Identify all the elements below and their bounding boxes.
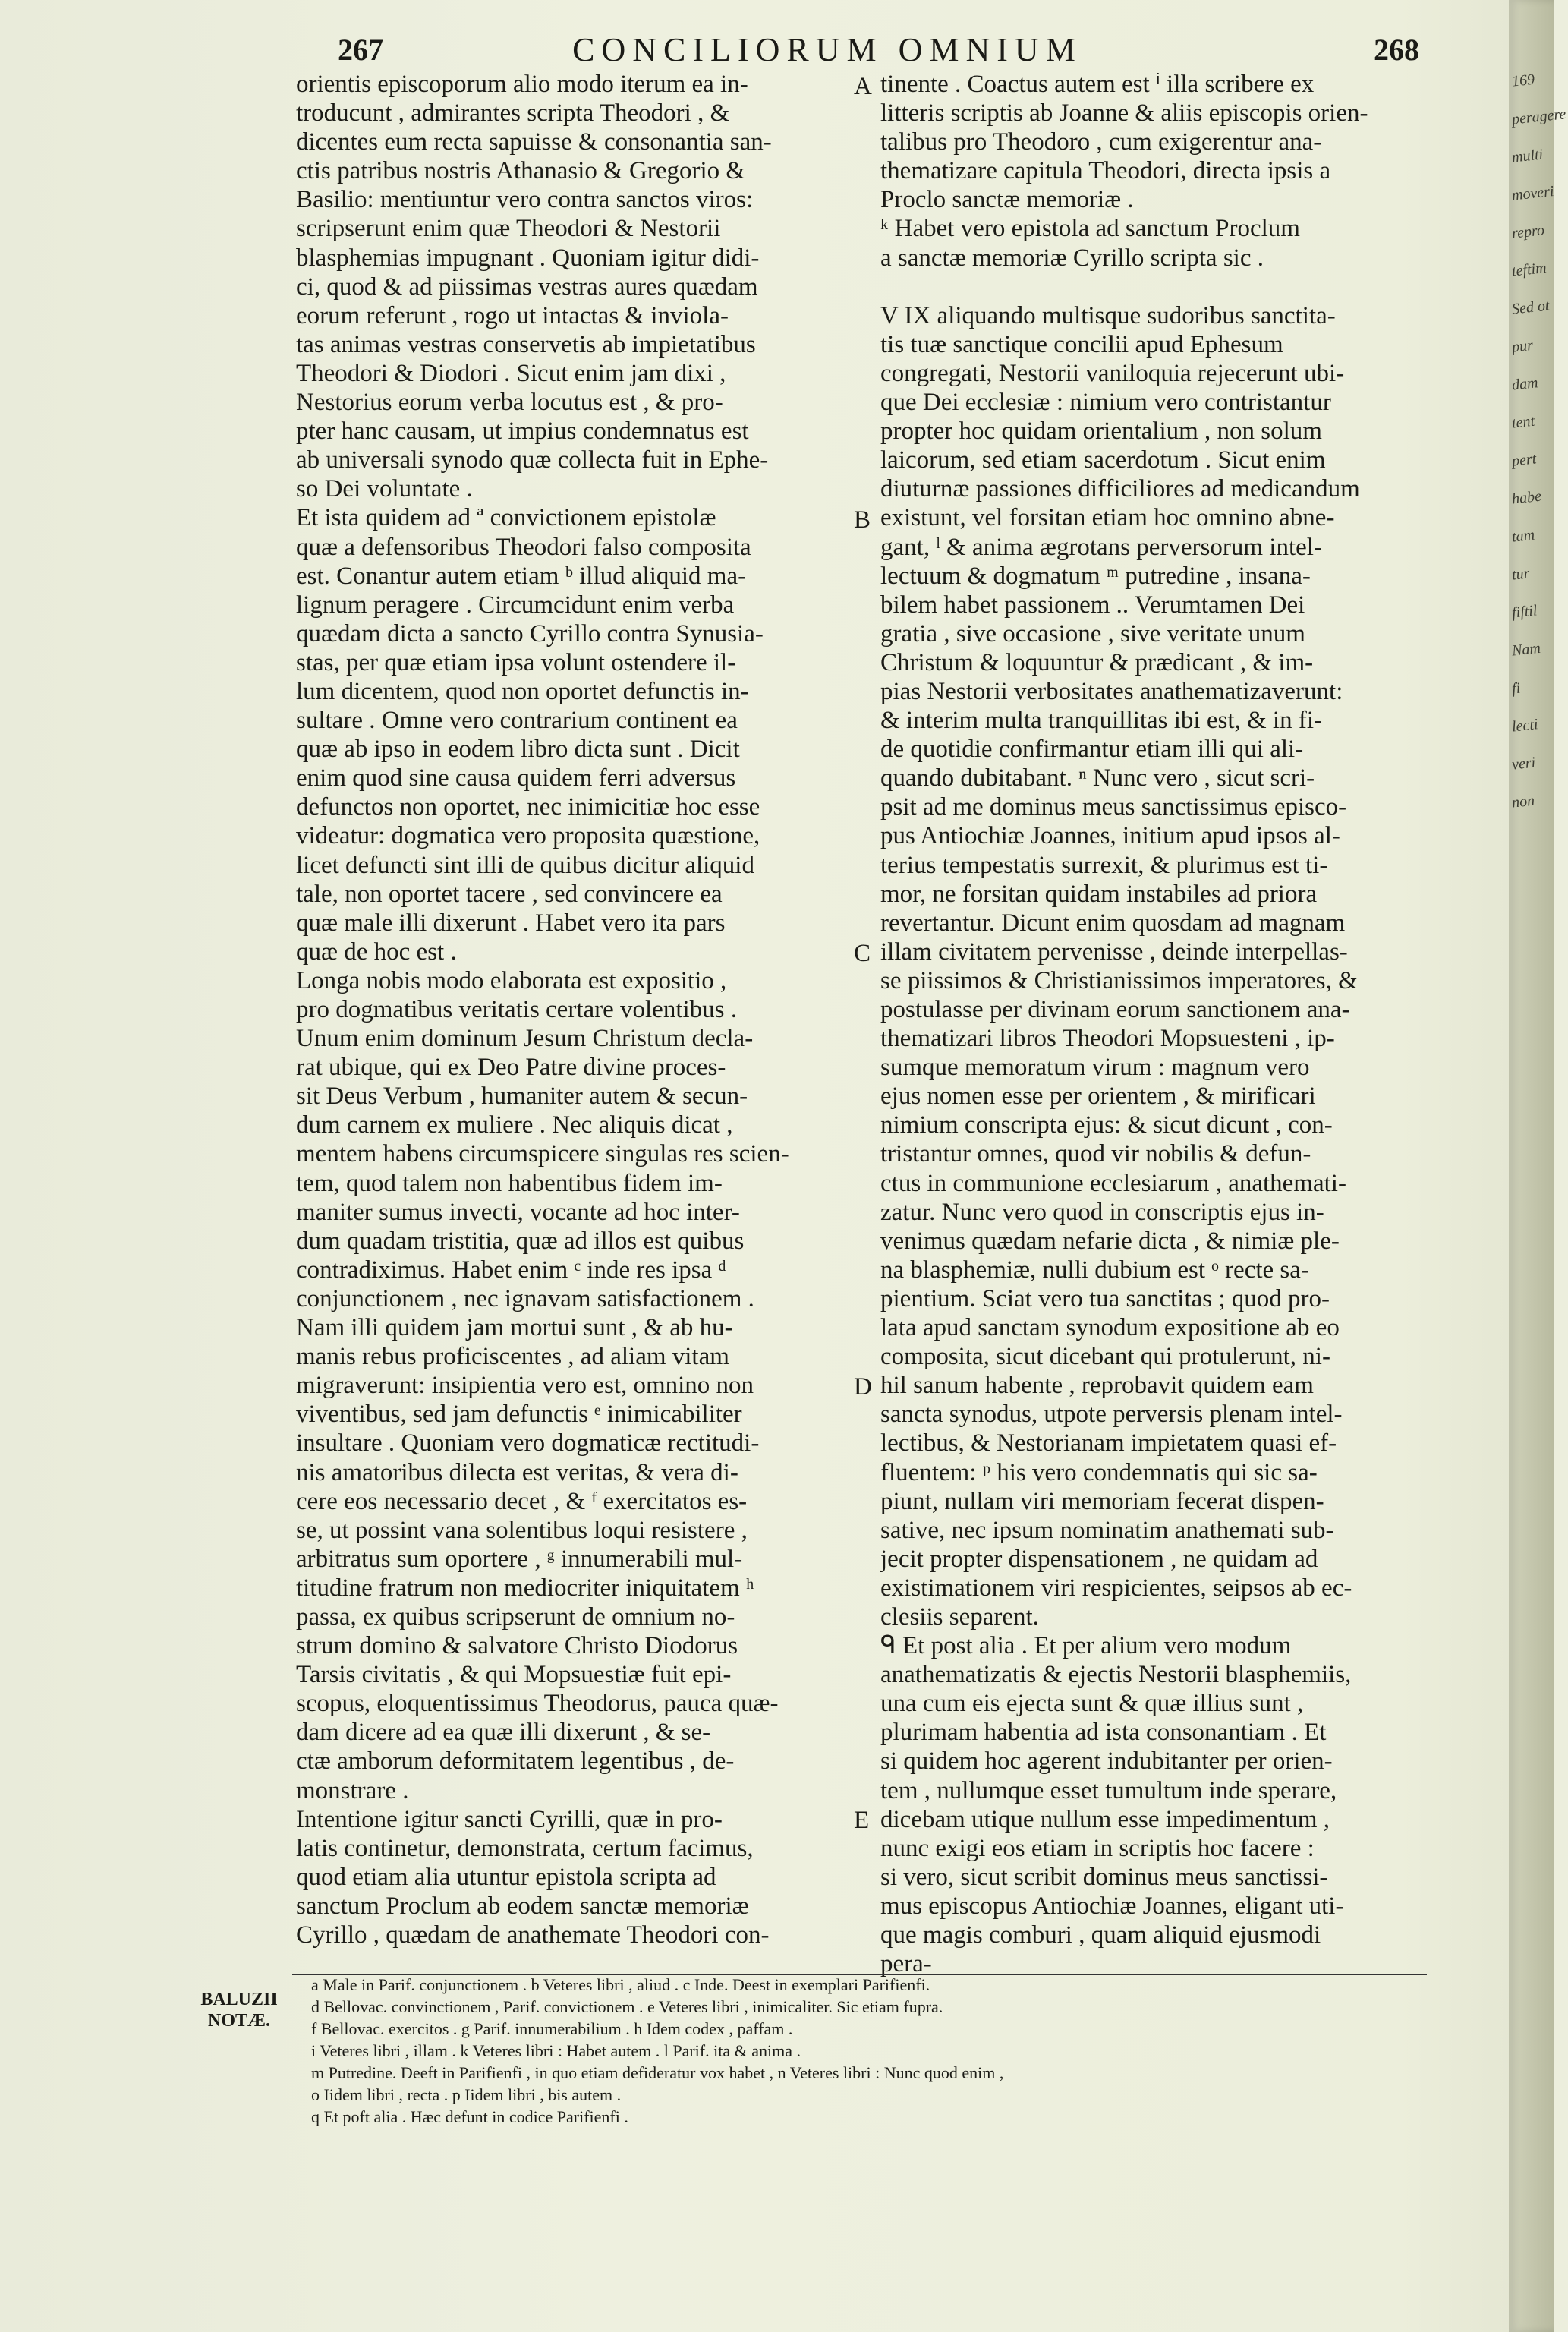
left-text-column (296, 70, 873, 1949)
text-line: pro dogmatibus veritatis certare volentibus . (296, 996, 738, 1023)
text-line: dicentes eum recta sapuisse & consonantia san- (296, 128, 772, 156)
text-line: venimus quædam nefarie dicta , & nimiæ ple- (880, 1227, 1340, 1255)
footnote-line: m Putredine. Deeft in Parifienfi , in quo etiam defideratur vox habet , n Veteres libri : Nunc quod enim , (311, 2063, 1004, 2082)
text-line: que Dei ecclesiæ : nimium vero contristantur (880, 389, 1331, 417)
text-line: ᑫ Et post alia . Et per alium vero modum (880, 1632, 1292, 1660)
text-line: terius tempestatis surrexit, & plurimus est ti- (880, 851, 1328, 879)
text-line: lata apud sanctam synodum expositione ab eo (880, 1314, 1340, 1342)
bleed-word: multi (1510, 146, 1544, 166)
text-line: composita, sicut dicebant qui protulerunt, ni- (880, 1343, 1330, 1371)
text-line: dicebam utique nullum esse impedimentum , (880, 1805, 1330, 1833)
bleed-word: Nam (1510, 639, 1541, 660)
text-line: tinente . Coactus autem est ⁱ illa scribere ex (880, 71, 1315, 98)
text-line: mentem habens circumspicere singulas res scien- (296, 1140, 789, 1168)
text-line: quæ male illi dixerunt . Habet vero ita pars (296, 909, 726, 937)
bleed-word: lecti (1510, 716, 1539, 736)
bleed-word: moveri (1510, 182, 1555, 204)
text-line: de quotidie confirmantur etiam illi qui ali- (880, 736, 1304, 764)
text-line: ab universali synodo quæ collecta fuit in Ephe- (296, 446, 769, 474)
text-line: quædam dicta a sancto Cyrillo contra Synusia- (296, 619, 764, 648)
text-line: V IX aliquando multisque sudoribus sanctita- (880, 301, 1336, 329)
text-line: revertantur. Dicunt enim quosdam ad magnam (880, 909, 1346, 937)
footnote-line: q Et poft alia . Hæc defunt in codice Parifienfi . (311, 2107, 628, 2126)
text-line: insultare . Quoniam vero dogmaticæ rectitudi- (296, 1429, 760, 1458)
bleed-word: veri (1510, 754, 1537, 774)
text-line: existimationem viri respicientes, seipsos ab ec- (880, 1574, 1352, 1602)
text-line (880, 273, 1427, 301)
text-line: mus episcopus Antiochiæ Joannes, eligant uti- (880, 1892, 1344, 1920)
text-line: pera- (880, 1950, 932, 1978)
text-line: thematizari libros Theodori Mopsuesteni , ip- (880, 1025, 1335, 1053)
text-line: si vero, sicut scribit dominus meus sanctissi- (880, 1863, 1328, 1891)
margin-letter-b: B (854, 506, 871, 534)
text-line: passa, ex quibus scripserunt de omnium no- (296, 1602, 735, 1631)
text-line: so Dei voluntate . (296, 475, 473, 503)
text-line: propter hoc quidam orientalium , non solum (880, 418, 1322, 446)
text-line: dum quadam tristitia, quæ ad illos est quibus (296, 1227, 745, 1255)
text-line: videatur: dogmatica vero proposita quæstione, (296, 822, 760, 850)
text-line: tristantur omnes, quod vir nobilis & defun- (880, 1140, 1311, 1168)
next-page-bleed (1509, 0, 1567, 2332)
text-line: pientium. Sciat vero tua sanctitas ; quod pro- (880, 1284, 1330, 1313)
text-line: laicorum, sed etiam sacerdotum . Sicut enim (880, 446, 1326, 474)
bleed-word: habe (1510, 487, 1542, 508)
text-line: Proclo sanctæ memoriæ . (880, 186, 1134, 214)
text-line: psit ad me dominus meus sanctissimus episco- (880, 793, 1347, 821)
text-line: zatur. Nunc vero quod in conscriptis ejus in- (880, 1198, 1324, 1226)
text-line: se, ut possint vana solentibus loqui resistere , (296, 1516, 748, 1544)
bleed-word: dam (1510, 374, 1539, 394)
text-line: migraverunt: insipientia vero est, omnino non (296, 1372, 754, 1400)
text-line: Intentione igitur sancti Cyrilli, quæ in pro- (296, 1805, 723, 1833)
text-line: sanctum Proclum ab eodem sanctæ memoriæ (296, 1892, 749, 1920)
text-line: anathematizatis & ejectis Nestorii blasphemiis, (880, 1661, 1352, 1689)
text-line: dam dicere ad ea quæ illi dixerunt , & se- (296, 1719, 711, 1747)
text-line: quando dubitabant. ⁿ Nunc vero , sicut scri- (880, 764, 1315, 793)
bleed-word: non (1510, 792, 1536, 811)
text-line: gratia , sive occasione , sive veritate unum (880, 619, 1305, 648)
bleed-through-text (1510, 61, 1567, 820)
text-line: thematizare capitula Theodori, directa ipsis a (880, 157, 1331, 185)
text-line: defunctos non oportet, nec inimicitiæ hoc esse (296, 793, 760, 821)
text-line: fluentem: ᵖ his vero condemnatis qui sic sa- (880, 1458, 1318, 1486)
text-line: lectuum & dogmatum ᵐ putredine , insana- (880, 562, 1311, 590)
text-line: arbitratus sum oportere , ᵍ innumerabili mul- (296, 1545, 743, 1573)
text-line: gant, ˡ & anima ægrotans perversorum intel- (880, 533, 1322, 561)
text-line: se piissimos & Christianissimos imperatores, & (880, 966, 1358, 994)
text-line: maniter sumus invecti, vocante ad hoc inter- (296, 1198, 740, 1226)
text-line: tas animas vestras conservetis ab impietatibus (296, 330, 756, 358)
margin-letter-a: A (854, 73, 872, 100)
notes-label: BALUZII NOTÆ. (200, 1990, 278, 2031)
text-line: stas, per quæ etiam ipsa volunt ostendere il- (296, 648, 736, 676)
text-line: que magis comburi , quam aliquid ejusmodi (880, 1921, 1321, 1949)
text-line: latis continetur, demonstrata, certum facimus, (296, 1834, 754, 1862)
text-line: sultare . Omne vero contrarium continent ea (296, 707, 738, 735)
text-line: Nestorius eorum verba locutus est , & pro- (296, 389, 723, 417)
text-line: na blasphemiæ, nulli dubium est ᵒ recte sa- (880, 1256, 1309, 1284)
text-line: mor, ne forsitan quidam instabiles ad priora (880, 880, 1318, 908)
bleed-word: tent (1510, 412, 1536, 432)
text-line: quæ a defensoribus Theodori falso composita (296, 533, 751, 561)
text-line: quæ ab ipso in eodem libro dicta sunt . Dicit (296, 736, 740, 764)
text-line: nunc exigi eos etiam in scriptis hoc facere : (880, 1834, 1315, 1862)
text-line: blasphemias impugnant . Quoniam igitur didi- (296, 244, 760, 272)
text-line: quod etiam alia utuntur epistola scripta ad (296, 1863, 716, 1891)
text-line: Christum & loquuntur & prædicant , & im- (880, 648, 1314, 676)
footnote-line: a Male in Parif. conjunctionem . b Veteres libri , aliud . c Inde. Deest in exemplari Parifienfi. (311, 1975, 930, 1994)
text-line: est. Conantur autem etiam ᵇ illud aliquid ma- (296, 562, 747, 590)
text-line: pias Nestorii verbositates anathematizaverunt: (880, 677, 1343, 705)
text-line: Et ista quidem ad ª convictionem epistolæ (296, 504, 716, 532)
text-line: manis rebus proficiscentes , ad aliam vitam (296, 1343, 729, 1371)
text-line: nis amatoribus dilecta est veritas, & vera di- (296, 1458, 738, 1486)
bleed-word: fi (1510, 679, 1522, 698)
text-line: litteris scriptis ab Joanne & aliis episcopis orien- (880, 99, 1368, 128)
text-line: nimium conscripta ejus: & sicut dicunt , con- (880, 1111, 1333, 1139)
text-line: tem , nullumque esset tumultum inde sperare, (880, 1776, 1337, 1804)
text-line: contradiximus. Habet enim ᶜ inde res ipsa ᵈ (296, 1256, 726, 1284)
text-line: quæ de hoc est . (296, 938, 457, 966)
margin-letter-d: D (854, 1373, 872, 1401)
text-line: ctus in communione ecclesiarum , anathemati- (880, 1169, 1346, 1197)
text-line: titudine fratrum non mediocriter iniquitatem ʰ (296, 1574, 754, 1602)
bleed-word: pur (1510, 336, 1534, 356)
text-line: ctis patribus nostris Athanasio & Gregorio & (296, 157, 746, 185)
text-line: scopus, eloquentissimus Theodorus, pauca quæ- (296, 1690, 779, 1718)
text-line: tale, non oportet tacere , sed convincere ea (296, 880, 723, 908)
footnote-line: f Bellovac. exercitos . g Parif. innumerabilium . h Idem codex , paffam . (311, 2019, 793, 2038)
text-line: lum dicentem, quod non oportet defunctis in- (296, 677, 749, 705)
text-line: eorum referunt , rogo ut intactas & inviola- (296, 301, 729, 329)
bleed-word: tam (1510, 526, 1536, 546)
text-line: a sanctæ memoriæ Cyrillo scripta sic . (880, 244, 1264, 272)
text-line: & interim multa tranquillitas ibi est, & in fi- (880, 707, 1322, 735)
text-line: sative, nec ipsum nominatim anathemati sub- (880, 1516, 1334, 1544)
text-line: troducunt , admirantes scripta Theodori , & (296, 99, 730, 128)
text-line: tis tuæ sanctique concilii apud Ephesum (880, 330, 1283, 358)
text-line: strum domino & salvatore Christo Diodorus (296, 1632, 738, 1660)
text-line: conjunctionem , nec ignavam satisfactionem . (296, 1284, 754, 1313)
text-line: monstrare . (296, 1776, 409, 1804)
text-line: sit Deus Verbum , humaniter autem & secun- (296, 1082, 748, 1111)
footnote-line: i Veteres libri , illam . k Veteres libri : Habet autem . l Parif. ita & anima . (311, 2041, 801, 2060)
right-text-column (880, 70, 1427, 1978)
text-line: ctæ amborum deformitatem legentibus , de- (296, 1747, 735, 1776)
bleed-word: tur (1510, 565, 1531, 584)
text-line: illam civitatem pervenisse , deinde interpellas- (880, 938, 1348, 966)
text-line: licet defuncti sint illi de quibus dicitur aliquid (296, 851, 754, 879)
text-line: pter hanc causam, ut impius condemnatus est (296, 418, 749, 446)
footnote-line: o Iidem libri , recta . p Iidem libri , bis autem . (311, 2085, 622, 2104)
text-line: sancta synodus, utpote perversis plenam intel- (880, 1401, 1343, 1429)
footnotes (311, 1974, 1434, 2128)
text-line: Theodori & Diodori . Sicut enim jam dixi , (296, 359, 726, 387)
text-line: viventibus, sed jam defunctis ᵉ inimicabiliter (296, 1401, 742, 1429)
text-line: dum carnem ex muliere . Nec aliquis dicat , (296, 1111, 733, 1139)
text-line: rat ubique, qui ex Deo Patre divine proces- (296, 1054, 726, 1082)
text-line: sumque memoratum virum : magnum vero (880, 1054, 1310, 1082)
text-line: scripserunt enim quæ Theodori & Nestorii (296, 215, 721, 243)
page-number-right: 268 (1374, 33, 1419, 67)
text-line: Basilio: mentiuntur vero contra sanctos viros: (296, 186, 754, 214)
bleed-word: fiftil (1510, 602, 1538, 622)
text-line: Unum enim dominum Jesum Christum decla- (296, 1025, 754, 1053)
text-line: Cyrillo , quædam de anathemate Theodori con- (296, 1921, 770, 1949)
margin-letter-c: C (854, 940, 871, 967)
text-line: talibus pro Theodoro , cum exigerentur ana- (880, 128, 1322, 156)
text-line: congregati, Nestorii vaniloquia rejecerunt ubi- (880, 359, 1345, 387)
text-line: Tarsis civitatis , & qui Mopsuestiæ fuit epi- (296, 1661, 732, 1689)
running-header-title: CONCILIORUM OMNIUM (572, 31, 1082, 68)
text-line: tem, quod talem non habentibus fidem im- (296, 1169, 723, 1197)
bleed-word: Sed ot (1510, 297, 1551, 318)
bleed-word: teftim (1510, 260, 1548, 280)
text-line: Nam illi quidem jam mortui sunt , & ab hu- (296, 1314, 733, 1342)
text-line: enim quod sine causa quidem ferri adversus (296, 764, 736, 793)
text-line: plurimam habentia ad ista consonantiam . Et (880, 1719, 1327, 1747)
bleed-word: repro (1510, 222, 1546, 242)
text-line: postulasse per divinam eorum sanctionem ana- (880, 996, 1350, 1023)
text-line: existunt, vel forsitan etiam hoc omnino abne- (880, 504, 1335, 532)
text-line: lignum peragere . Circumcidunt enim verba (296, 591, 735, 619)
text-line: ᵏ Habet vero epistola ad sanctum Proclum (880, 215, 1300, 243)
margin-letter-e: E (854, 1807, 870, 1834)
text-line: Longa nobis modo elaborata est expositio , (296, 966, 727, 994)
text-line: hil sanum habente , reprobavit quidem eam (880, 1372, 1314, 1400)
bleed-word: pert (1510, 450, 1538, 470)
text-line: diuturnæ passiones difficiliores ad medicandum (880, 475, 1360, 503)
text-line: orientis episcoporum alio modo iterum ea in- (296, 71, 748, 98)
text-line: ci, quod & ad piissimas vestras aures quædam (296, 273, 758, 301)
text-line: una cum eis ejecta sunt & quæ illius sunt , (880, 1690, 1304, 1718)
text-line: jecit propter dispensationem , ne quidam ad (880, 1545, 1318, 1573)
text-line: bilem habet passionem .. Verumtamen Dei (880, 591, 1305, 619)
text-line: lectibus, & Nestorianam impietatem quasi ef- (880, 1429, 1337, 1458)
bleed-word: peragere (1510, 106, 1567, 128)
bleed-word: 169 (1510, 71, 1536, 90)
text-line: piunt, nullam viri memoriam fecerat dispen- (880, 1487, 1324, 1515)
text-line: ejus nomen esse per orientem , & mirificari (880, 1082, 1316, 1111)
text-line: clesiis separent. (880, 1602, 1039, 1631)
page-number-left: 267 (338, 33, 383, 67)
text-line: pus Antiochiæ Joannes, initium apud ipsos al- (880, 822, 1340, 850)
text-line: si quidem hoc agerent indubitanter per orien- (880, 1747, 1333, 1776)
footnote-line: d Bellovac. convinctionem , Parif. convictionem . e Veteres libri , inimicaliter. Sic etiam fupra. (311, 1997, 943, 2016)
text-line: cere eos necessario decet , & ᶠ exercitatos es- (296, 1487, 748, 1515)
